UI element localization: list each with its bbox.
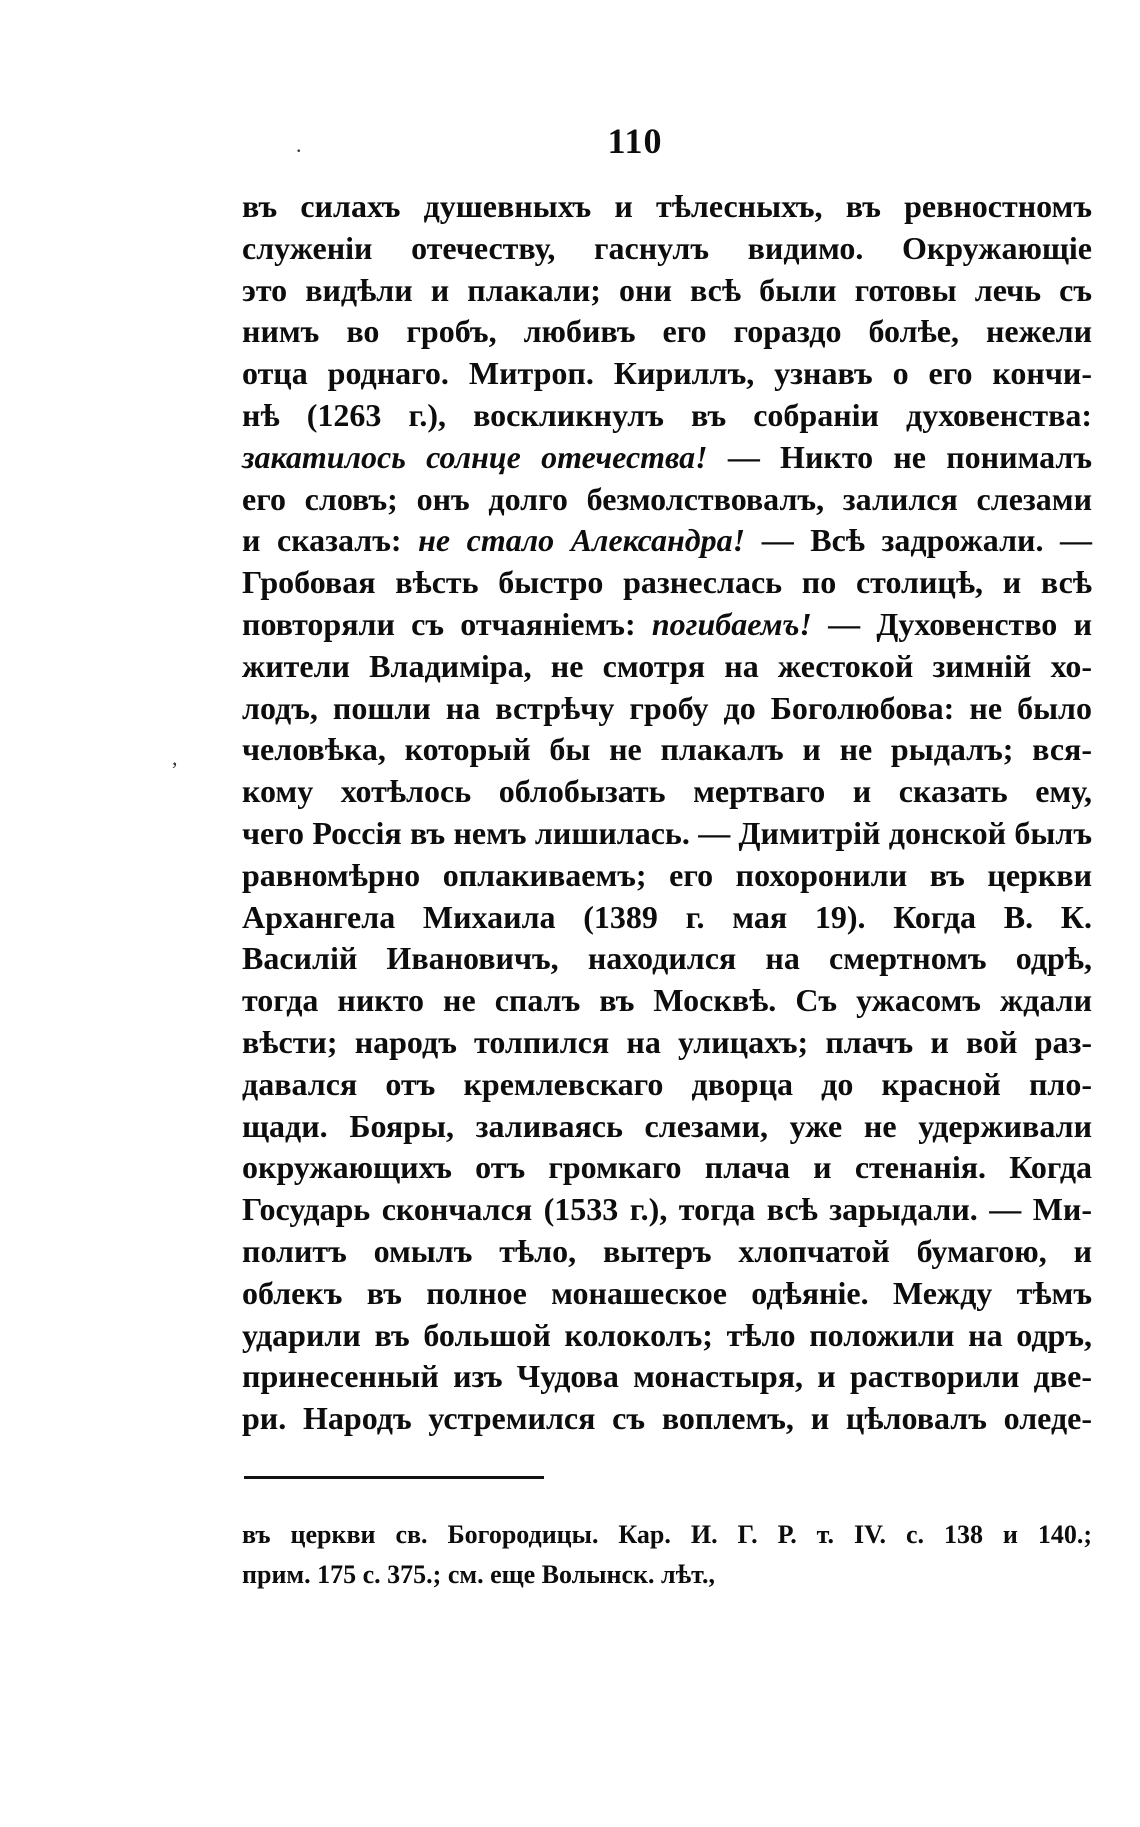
text-segment: — Никто не понималъ <box>707 438 1093 475</box>
text-line: лодъ, пошли на встрѣчу гробу до Боголюбова: не было <box>242 689 1092 726</box>
text-line: его словъ; онъ долго безмолствовалъ, залился слезами <box>242 480 1092 517</box>
footnote-line: въ церкви св. Богородицы. Кар. И. Г. Р. т. IV. с. 138 и 140.; <box>242 1520 1092 1549</box>
text-line: давался отъ кремлевскаго дворца до красной пло- <box>242 1065 1092 1102</box>
italic-quote: не стало Александра! <box>418 522 746 559</box>
text-line: кому хотѣлось облобызать мертваго и сказать ему, <box>242 773 1092 810</box>
text-line: тогда никто не спалъ въ Москвѣ. Съ ужасомъ ждали <box>242 982 1092 1019</box>
text-segment: — Духовенство и <box>811 605 1093 642</box>
footnote-block <box>242 1515 1092 1595</box>
italic-quote: погибаемъ! <box>651 605 812 642</box>
text-line: Василій Ивановичъ, находился на смертномъ одрѣ, <box>242 940 1092 977</box>
text-segment: — Всѣ задрожали. — <box>745 522 1093 559</box>
text-line <box>242 604 1092 646</box>
page-number: 110 <box>607 121 663 161</box>
footnote-line: прим. 175 с. 375.; см. еще Волынск. лѣт., <box>242 1560 716 1589</box>
text-line: въ силахъ душевныхъ и тѣлесныхъ, въ ревностномъ <box>242 188 1092 224</box>
text-line: окружающихъ отъ громкаго плача и стенанія. Когда <box>242 1149 1092 1186</box>
text-line: ри. Народъ устремился съ воплемъ, и цѣловалъ оледе- <box>242 1400 1092 1437</box>
text-line: щади. Бояры, заливаясь слезами, уже не удерживали <box>242 1107 1092 1144</box>
text-line: Гробовая вѣсть быстро разнеслась по столицѣ, и всѣ <box>242 564 1092 601</box>
text-line: служеніи отечеству, гаснулъ видимо. Окружающіе <box>242 229 1092 266</box>
italic-quote: закатилось солнце отечества! <box>242 438 708 475</box>
text-line: вѣсти; народъ толпился на улицахъ; плачъ и вой раз- <box>242 1023 1092 1060</box>
text-line: это видѣли и плакали; они всѣ были готовы лечь съ <box>242 271 1092 308</box>
text-line: ударили въ большой колоколъ; тѣло положили на одръ, <box>242 1316 1092 1353</box>
text-line: Архангела Михаила (1389 г. мая 19). Когда В. К. <box>242 898 1092 935</box>
text-line: отца роднаго. Митроп. Кириллъ, узнавъ о его кончи- <box>242 355 1092 392</box>
text-line: равномѣрно оплакиваемъ; его похоронили въ церкви <box>242 856 1092 893</box>
text-line <box>242 437 1092 479</box>
text-line: облекъ въ полное монашеское одѣяніе. Между тѣмъ <box>242 1274 1092 1311</box>
text-line: политъ омылъ тѣло, вытеръ хлопчатой бумагою, и <box>242 1232 1092 1269</box>
text-line: Государь скончался (1533 г.), тогда всѣ зарыдали. — Ми- <box>242 1191 1092 1228</box>
text-line: нѣ (1263 г.), воскликнулъ въ собраніи духовенства: <box>242 396 1092 433</box>
text-segment: и сказалъ: <box>242 522 419 559</box>
text-line: принесенный изъ Чудова монастыря, и растворили две- <box>242 1358 1092 1395</box>
stray-comma-mark: , <box>172 745 178 770</box>
footnote-separator-rule <box>244 1476 544 1479</box>
text-line: человѣка, который бы не плакалъ и не рыдалъ; вся- <box>242 731 1092 768</box>
main-text-block <box>242 186 1092 1440</box>
text-line <box>242 520 1092 562</box>
text-line: чего Россія въ немъ лишилась. — Димитрій донской былъ <box>242 814 1092 851</box>
text-segment: повторяли съ отчаяніемъ: <box>242 605 652 642</box>
stray-dot-mark: . <box>296 132 302 157</box>
text-line: жители Владиміра, не смотря на жестокой зимній хо- <box>242 647 1092 684</box>
text-line: нимъ во гробъ, любивъ его гораздо болѣе, нежели <box>242 313 1092 350</box>
